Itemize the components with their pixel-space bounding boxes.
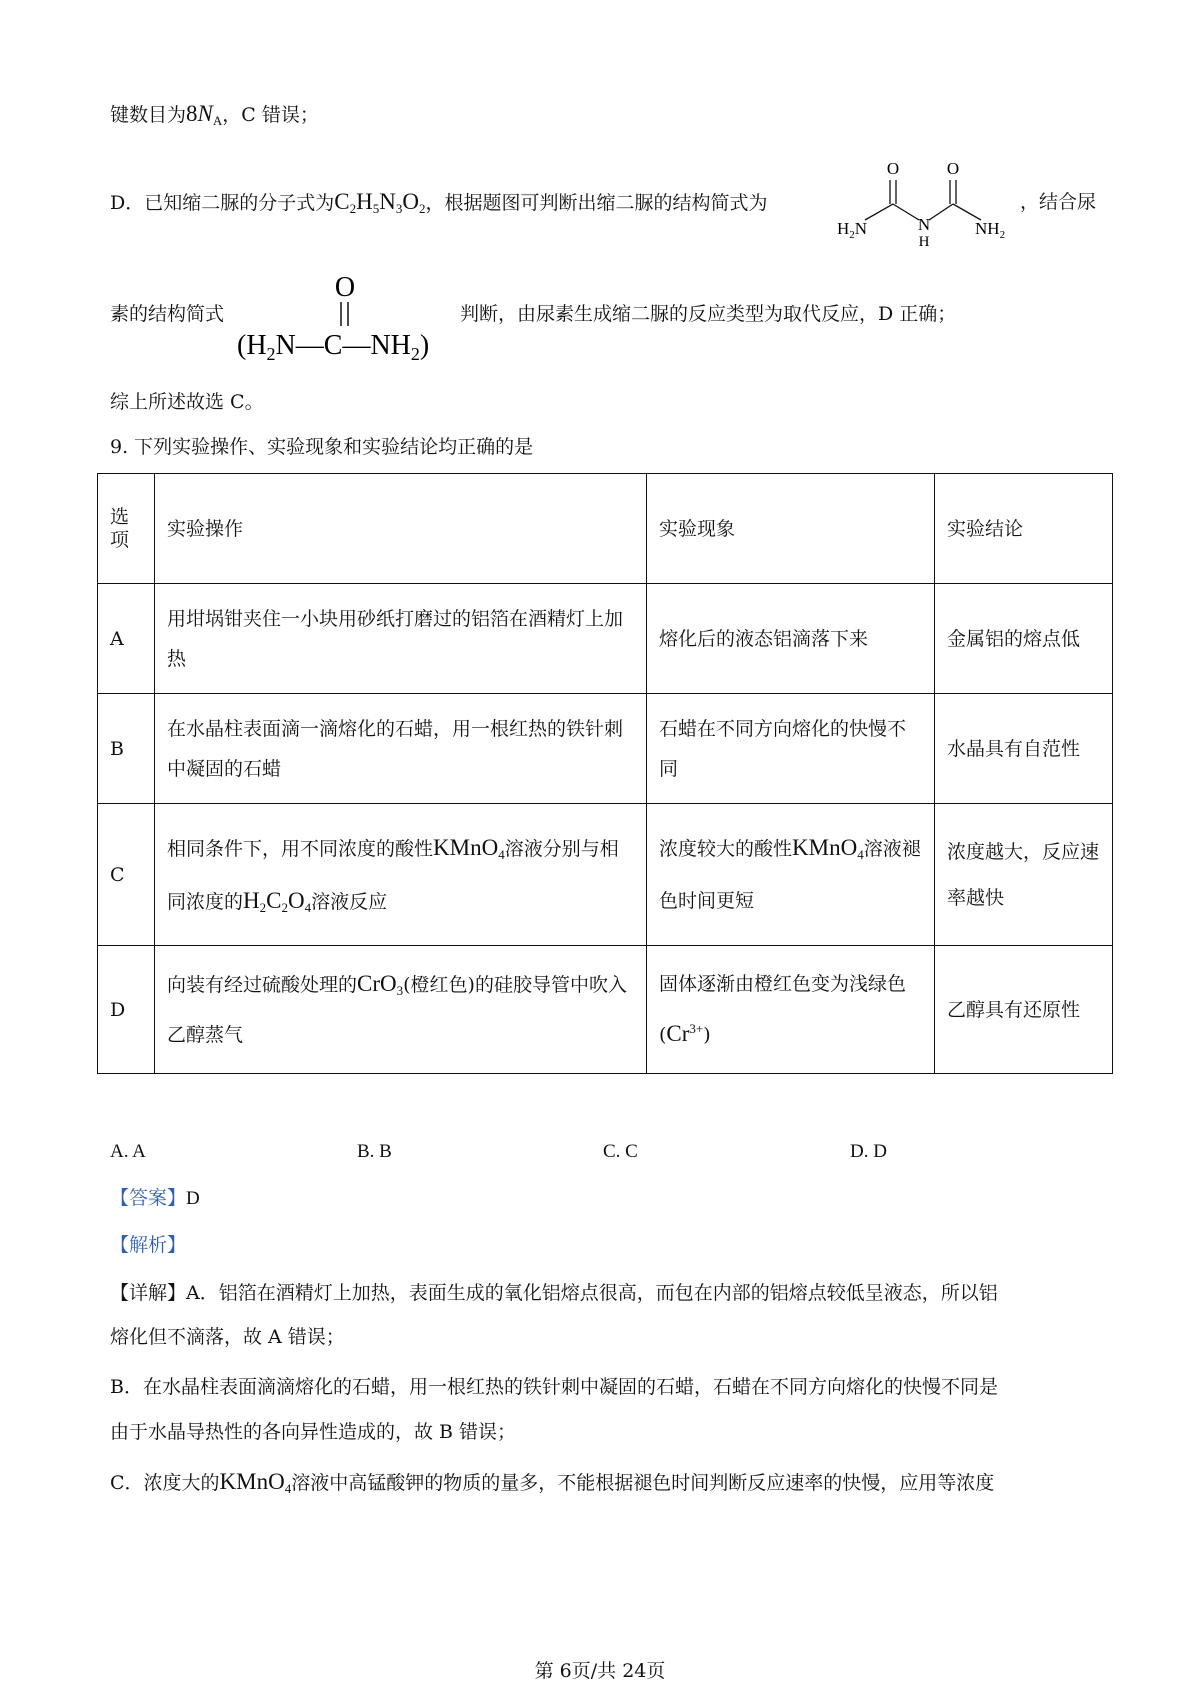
formula: Cr [666,1021,690,1046]
experiment-table [97,473,1113,1074]
table-row [98,584,1113,694]
formula-sub: 4 [284,1481,292,1496]
detail-c-line [110,1468,994,1497]
cell-operation [155,946,647,1074]
urea-structure [235,268,465,364]
text: 溶液反应 [311,890,388,913]
text: ，C 错误； [222,104,319,126]
formula: KMnO [792,835,858,860]
answer-tag: 【答案】 [110,1187,187,1209]
text: 素的结构简式 [110,303,225,325]
formula: 8 [186,101,198,126]
formula-sub: 3 [395,201,403,216]
formula-sub: 3 [396,983,404,998]
formula: N [197,101,213,126]
formula: CrO [357,971,397,996]
page-footer: 第 6页/共 24页 [534,1660,666,1682]
formula-sub: 4 [498,846,505,862]
cell-option: D [98,946,155,1074]
header-operation: 实验操作 [155,474,647,584]
text: 相同条件下，用不同浓度的酸性 [167,837,434,860]
atom-h: H [918,234,930,248]
formula: O [402,189,419,214]
cell-operation: 用坩埚钳夹住一小块用砂纸打磨过的铝箔在酒精灯上加热 [155,584,647,694]
formula-sub: 5 [372,201,380,216]
atom-nh2: $NH_2$ [975,219,1006,241]
table-row [98,946,1113,1074]
cell-conclusion: 浓度越大，反应速率越快 [935,804,1113,946]
text: D．已知缩二脲的分子式为 [110,192,335,214]
text: 溶液褪色时间更短 [659,838,921,912]
formula: KMnO [433,834,499,860]
formula: H [243,887,260,913]
formula: N [379,189,396,214]
cell-operation: 在水晶柱表面滴一滴熔化的石蜡，用一根红热的铁针刺中凝固的石蜡 [155,694,647,804]
cell-phenomenon: 石蜡在不同方向熔化的快慢不同 [647,694,935,804]
cell-option: C [98,804,155,946]
formula-sub: 2 [349,201,357,216]
formula: C [334,189,350,214]
cell-conclusion: 金属铝的熔点低 [935,584,1113,694]
choice-c: C. C [603,1141,638,1162]
text: 判断，由尿素生成缩二脲的反应类型为取代反应，D 正确； [460,303,957,325]
text: 溶液分别与相同浓度的 [167,837,619,913]
choice-b: B. B [357,1141,392,1162]
header-conclusion: 实验结论 [935,474,1113,584]
text: 浓度较大的酸性 [659,838,793,860]
detail-b-line-2: 由于水晶导热性的各向异性造成的，故 B 错误； [110,1421,517,1443]
text-summary: 综上所述故选 C。 [110,391,264,413]
formula-sub: 2 [281,899,288,915]
formula-sub: 4 [304,899,312,915]
cell-option: A [98,584,155,694]
header-option-text: 选项 [110,505,130,551]
urea-formula: $(H_2N—C—NH_2)$ [237,330,430,364]
table-row [98,694,1113,804]
formula: KMnO [219,1469,285,1494]
cell-phenomenon: 熔化后的液态铝滴落下来 [647,584,935,694]
text: ，结合尿 [1020,191,1097,213]
table-header-row [98,474,1113,584]
atom-o: O [946,159,960,178]
answer-line [110,1184,200,1213]
cell-phenomenon [647,804,935,946]
text-line-d [110,188,767,217]
formula-sub: A [212,113,223,128]
question-9: 9. 下列实验操作、实验现象和实验结论均正确的是 [110,436,534,458]
formula-sub: 4 [857,847,864,862]
header-option [98,474,155,584]
text: 键数目为 [110,104,187,126]
formula-sub: 2 [418,201,426,216]
formula: C [266,887,282,913]
answer-value: D [186,1188,200,1209]
formula-sub: 2 [259,899,267,915]
cell-phenomenon [647,946,935,1074]
detail-a-line-1: 【详解】A．铝箔在酒精灯上加热，表面生成的氧化铝熔点很高，而包在内部的铝熔点较低呈液态，所以铝 [110,1282,998,1304]
table-row [98,804,1113,946]
text-line-c-error [110,100,319,129]
text: ，根据题图可判断出缩二脲的结构简式为 [425,192,768,214]
header-phenomenon: 实验现象 [647,474,935,584]
choice-a: A. A [110,1141,146,1162]
cell-conclusion: 水晶具有自范性 [935,694,1113,804]
analysis-tag: 【解析】 [110,1234,187,1256]
text: C．浓度大的 [110,1472,220,1494]
cell-option: B [98,694,155,804]
detail-b-line-1: B．在水晶柱表面滴滴熔化的石蜡，用一根红热的铁针刺中凝固的石蜡，石蜡在不同方向熔化的快慢不同是 [110,1376,998,1398]
atom-o: O [886,159,900,178]
cell-conclusion: 乙醇具有还原性 [935,946,1113,1074]
text: 固体逐渐由橙红色变为浅绿色( [659,973,907,1046]
detail-a-line-2: 熔化但不滴落，故 A 错误； [110,1326,345,1348]
text: 溶液中高锰酸钾的物质的量多，不能根据褪色时间判断反应速率的快慢，应用等浓度 [291,1472,995,1494]
formula-sup: 3+ [689,1021,704,1036]
atom-o: O [334,272,356,303]
atom-n: N [917,215,931,234]
atom-h2n: $H_2N$ [837,219,868,241]
cell-operation [155,804,647,946]
text: (橙红色)的硅胶导管中吹入乙醇蒸气 [167,974,627,1046]
biuret-structure [835,158,1025,248]
choice-d: D. D [850,1141,887,1162]
formula: H [356,189,373,214]
text: 向装有经过硫酸处理的 [167,974,358,996]
text: ) [703,1024,711,1046]
formula: O [287,887,305,913]
